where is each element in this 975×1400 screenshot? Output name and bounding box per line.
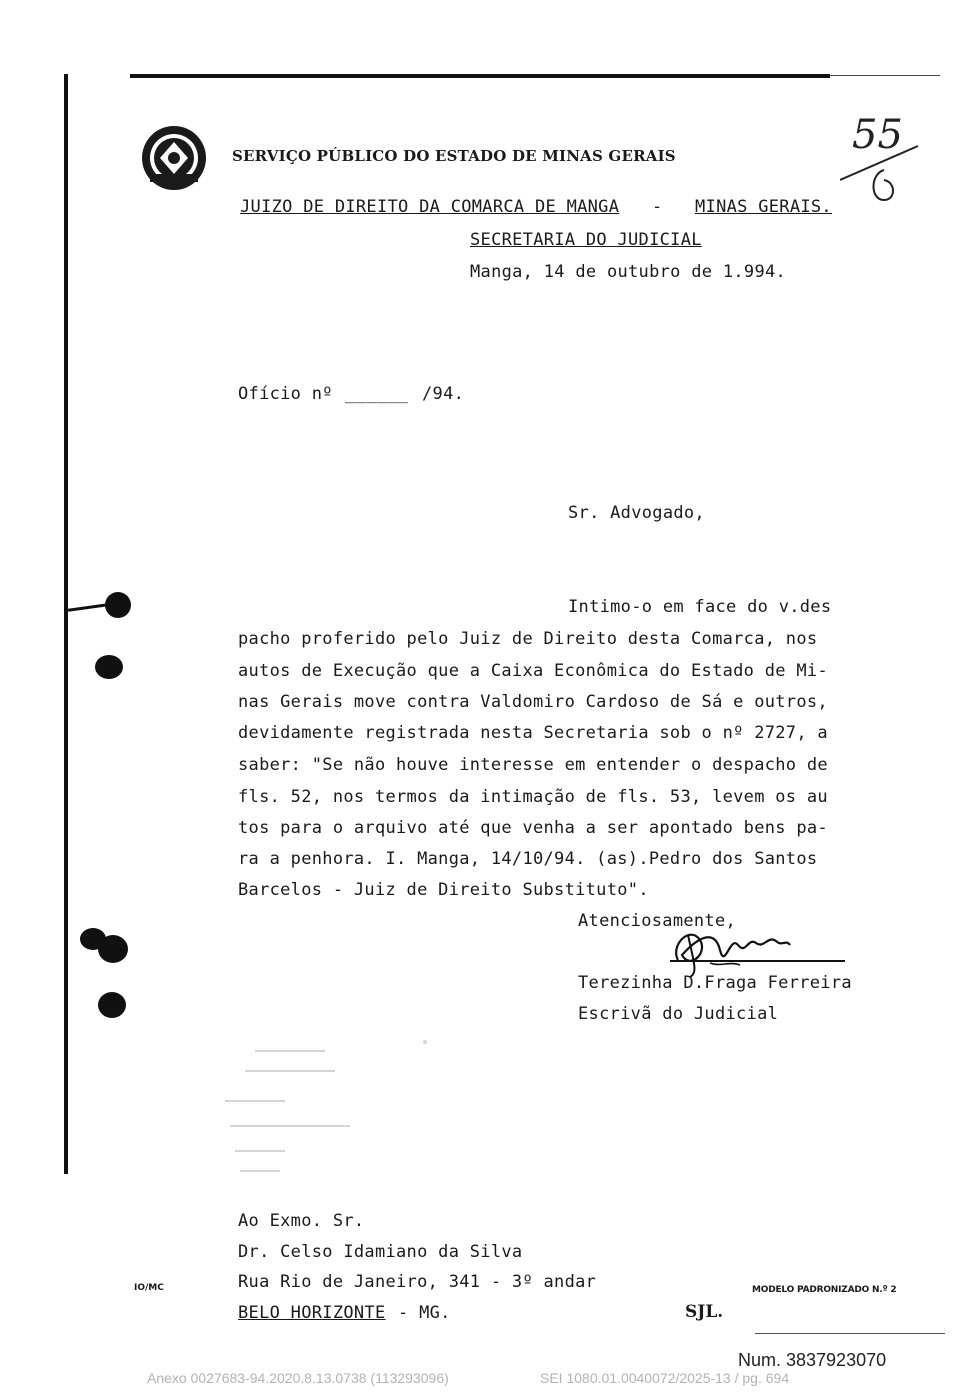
punch-hole-5: [98, 992, 126, 1018]
closing: Atenciosamente,: [578, 911, 737, 931]
handwritten-folio-number: [840, 108, 930, 208]
bottom-border-rule: [755, 1333, 945, 1334]
top-border-rule-thin: [830, 75, 940, 76]
addressee-city: BELO HORIZONTE: [238, 1303, 386, 1323]
body-line-6: saber: "Se não houve interesse em entender o despacho de: [238, 755, 828, 775]
body-line-1: Intimo-o em face do v.des: [568, 597, 832, 617]
punch-hole-1: [105, 592, 131, 618]
body-line-2: pacho proferido pelo Juiz de Direito desta Comarca, nos: [238, 629, 818, 649]
sei-reference: SEI 1080.01.0040072/2025-13 / pg. 694: [540, 1370, 790, 1386]
place-date: Manga, 14 de outubro de 1.994.: [470, 262, 787, 282]
oficio-label: Ofício nº: [238, 384, 333, 404]
addressee-street: Rua Rio de Janeiro, 341 - 3º andar: [238, 1272, 597, 1292]
punch-hole-2: [95, 655, 123, 679]
header-separator: -: [652, 197, 663, 217]
body-line-3: autos de Execução que a Caixa Econômica do Estado de Mi-: [238, 661, 828, 681]
initials: SJL.: [685, 1302, 724, 1322]
court-name: JUIZO DE DIREITO DA COMARCA DE MANGA: [240, 197, 620, 217]
annex-reference: Anexo 0027683-94.2020.8.13.0738 (113293096): [147, 1370, 449, 1386]
salutation: Sr. Advogado,: [568, 503, 705, 523]
state-name: MINAS GERAIS.: [695, 197, 832, 217]
punch-hole-4: [98, 935, 128, 963]
body-line-10: Barcelos - Juiz de Direito Substituto".: [238, 880, 649, 900]
faded-stamp-mark: [215, 1030, 435, 1190]
secretariat-name: SECRETARIA DO JUDICIAL: [470, 230, 702, 250]
folio-text: 55: [852, 112, 903, 158]
model-code: MODELO PADRONIZADO N.º 2: [752, 1285, 897, 1295]
form-code-left: IO/MC: [134, 1283, 164, 1293]
signer-title: Escrivã do Judicial: [578, 1004, 779, 1024]
left-border-rule: [64, 74, 68, 1174]
signer-name: Terezinha D.Fraga Ferreira: [578, 973, 852, 993]
institution-heading: SERVIÇO PÚBLICO DO ESTADO DE MINAS GERAIS: [232, 147, 676, 165]
body-line-9: ra a penhora. I. Manga, 14/10/94. (as).Pedro dos Santos: [238, 849, 818, 869]
addressee-state: - MG.: [398, 1303, 451, 1323]
addressee-greeting: Ao Exmo. Sr.: [238, 1211, 365, 1231]
body-line-7: fls. 52, nos termos da intimação de fls. 53, levem os au: [238, 787, 828, 807]
top-border-rule: [130, 74, 830, 78]
body-line-4: nas Gerais move contra Valdomiro Cardoso de Sá e outros,: [238, 692, 828, 712]
body-line-5: devidamente registrada nesta Secretaria sob o nº 2727, a: [238, 723, 828, 743]
signature-line: [670, 960, 845, 962]
punch-hole-tail: [68, 603, 108, 612]
oficio-suffix: /94.: [422, 384, 465, 404]
oficio-blank: ______: [345, 384, 409, 404]
document-number: Num. 3837923070: [738, 1350, 887, 1370]
body-line-8: tos para o arquivo até que venha a ser apontado bens pa-: [238, 818, 828, 838]
addressee-name: Dr. Celso Idamiano da Silva: [238, 1242, 523, 1262]
state-coat-of-arms-icon: [140, 124, 208, 192]
